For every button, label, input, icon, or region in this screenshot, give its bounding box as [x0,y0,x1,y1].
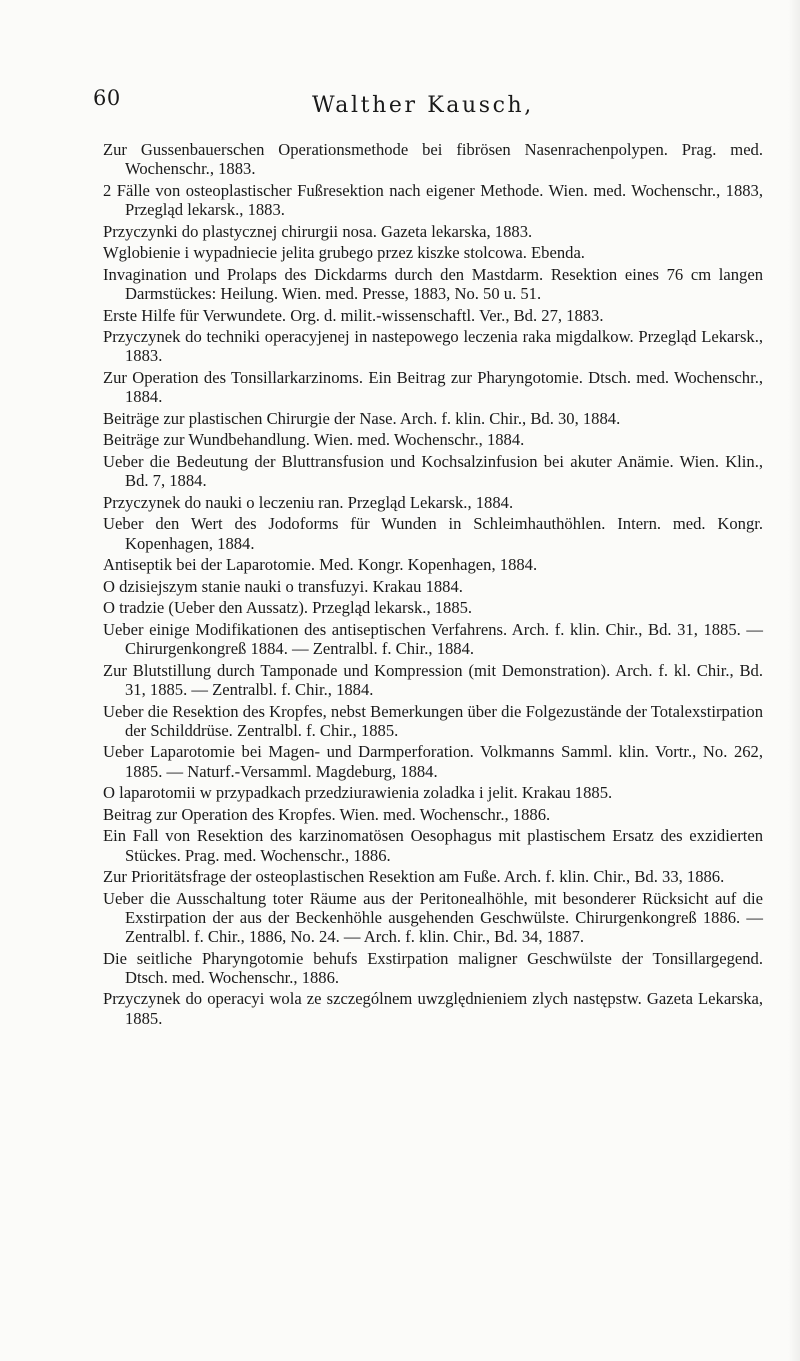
bibliography-entry: Przyczynek do techniki operacyjenej in nastepowego leczenia raka migdalkow. Przegląd Lekarsk., 1883. [103,327,763,366]
bibliography-entry: Zur Gussenbauerschen Operationsmethode bei fibrösen Nasenrachenpolypen. Prag. med. Wochenschr., 1883. [103,140,763,179]
bibliography-entry: Zur Blutstillung durch Tamponade und Kompression (mit Demonstration). Arch. f. kl. Chir., Bd. 31, 1885. — Zentralbl. f. Chir., 1884. [103,660,763,699]
bibliography-entry: Przyczynek do operacyi wola ze szczególnem uwzględnieniem zlych następstw. Gazeta Lekarska, 1885. [103,989,763,1028]
bibliography-entry: Die seitliche Pharyngotomie behufs Exstirpation maligner Geschwülste der Tonsillargegend. Dtsch. med. Wochenschr., 1886. [103,948,763,987]
bibliography-entry: Ueber die Ausschaltung toter Räume aus der Peritonealhöhle, mit besonderer Rücksicht auf die Exstirpation der aus der Beckenhöhle ausgehenden Geschwülste. Chirurgenkongreß 1886. — Zentralbl. f. Chir., 1886, No. 24. — Arch. f. klin. Chir., Bd. 34, 1887. [103,888,763,947]
running-head: Walther Kausch, [312,93,534,118]
bibliography-entry: Ueber die Resektion des Kropfes, nebst Bemerkungen über die Folgezustände der Totalexstirpation der Schilddrüse. Zentralbl. f. Chir., 1885. [103,701,763,740]
page-number: 60 [93,86,121,110]
bibliography-entry: 2 Fälle von osteoplastischer Fußresektion nach eigener Methode. Wien. med. Wochenschr., 1883, Przegląd lekarsk., 1883. [103,180,763,219]
bibliography-entry: Beiträge zur plastischen Chirurgie der Nase. Arch. f. klin. Chir., Bd. 30, 1884. [103,408,621,428]
bibliography-entry: Ueber einige Modifikationen des antiseptischen Verfahrens. Arch. f. klin. Chir., Bd. 31, 1885. — Chirurgenkongreß 1884. — Zentralbl. f. Chir., 1884. [103,619,763,659]
bibliography-entry: Beitrag zur Operation des Kropfes. Wien. med. Wochenschr., 1886. [103,804,551,824]
page-edge-shadow [788,0,800,1361]
bibliography-entry: O laparotomii w przypadkach przedziurawienia zoladka i jelit. Krakau 1885. [103,783,613,803]
bibliography-entry: Ueber Laparotomie bei Magen- und Darmperforation. Volkmanns Samml. klin. Vortr., No. 262, 1885. — Naturf.-Versamml. Magdeburg, 1884. [103,742,763,781]
bibliography-entry: Wglobienie i wypadniecie jelita grubego przez kiszke stolcowa. Ebenda. [103,243,585,263]
bibliography-entry: Ueber den Wert des Jodoforms für Wunden in Schleimhauthöhlen. Intern. med. Kongr. Kopenhagen, 1884. [103,514,763,553]
bibliography-entry: O dzisiejszym stanie nauki o transfuzyi. Krakau 1884. [103,576,463,596]
bibliography-entry: Ueber die Bedeutung der Bluttransfusion und Kochsalzinfusion bei akuter Anämie. Wien. Klin., Bd. 7, 1884. [103,451,763,491]
bibliography-entry: Erste Hilfe für Verwundete. Org. d. milit.-wissenschaftl. Ver., Bd. 27, 1883. [103,305,604,325]
bibliography-entry: Zur Operation des Tonsillarkarzinoms. Ein Beitrag zur Pharyngotomie. Dtsch. med. Wochenschr., 1884. [103,367,763,407]
bibliography-entry: Ein Fall von Resektion des karzinomatösen Oesophagus mit plastischem Ersatz des exzidierten Stückes. Prag. med. Wochenschr., 1886. [103,826,763,865]
bibliography-entry: Invagination und Prolaps des Dickdarms durch den Mastdarm. Resektion eines 76 cm langen Darmstückes: Heilung. Wien. med. Presse, 1883, No. 50 u. 51. [103,264,763,303]
bibliography-entry: Przyczynki do plastycznej chirurgii nosa. Gazeta lekarska, 1883. [103,221,533,241]
bibliography-list [103,140,763,1030]
bibliography-entry: Zur Prioritätsfrage der osteoplastischen Resektion am Fuße. Arch. f. klin. Chir., Bd. 33, 1886. [103,867,725,887]
bibliography-entry: Przyczynek do nauki o leczeniu ran. Przegląd Lekarsk., 1884. [103,492,514,512]
bibliography-entry: O tradzie (Ueber den Aussatz). Przegląd lekarsk., 1885. [103,598,473,618]
bibliography-entry: Antiseptik bei der Laparotomie. Med. Kongr. Kopenhagen, 1884. [103,555,538,575]
bibliography-entry: Beiträge zur Wundbehandlung. Wien. med. Wochenschr., 1884. [103,430,525,450]
